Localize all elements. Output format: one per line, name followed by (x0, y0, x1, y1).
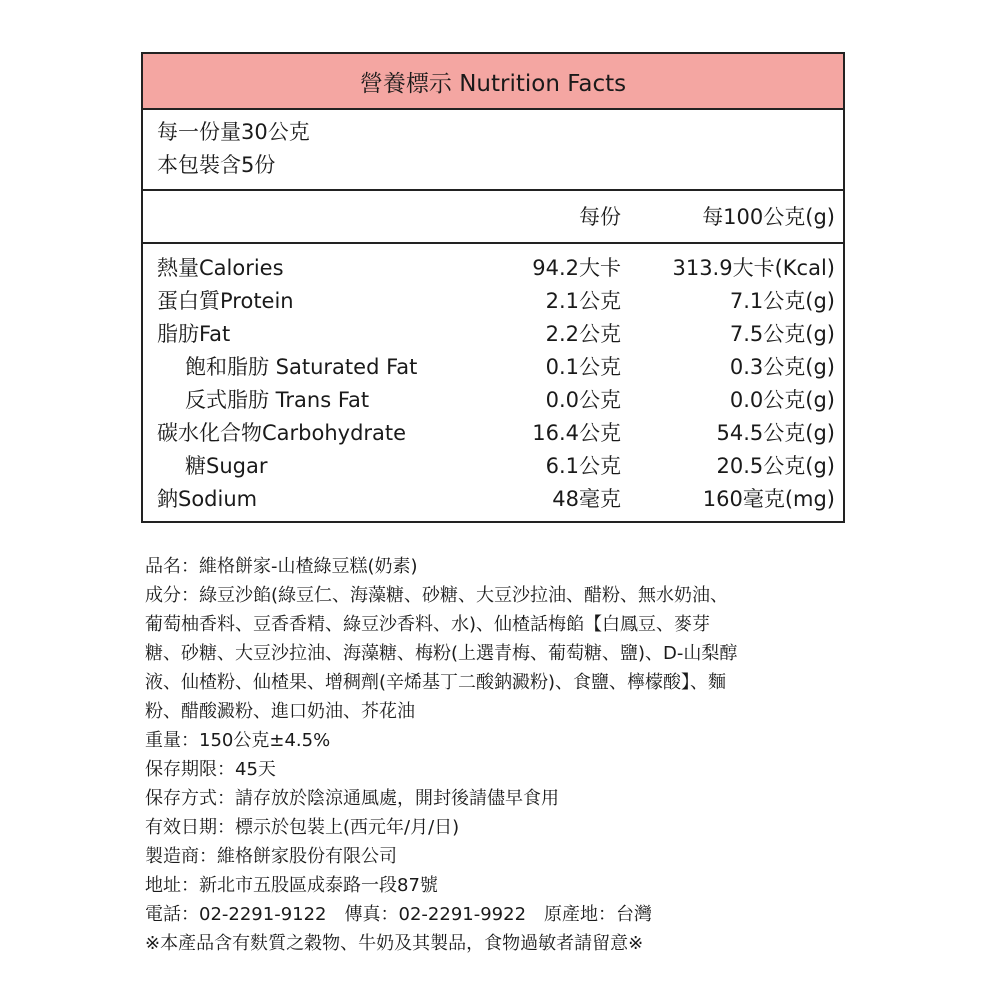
nutrient-row-fat (143, 318, 843, 351)
product-name-line: 品名：維格餅家-山楂綠豆糕(奶素) (145, 556, 418, 577)
nutrient-per-serving: 94.2大卡 (532, 256, 621, 280)
divider (143, 189, 843, 191)
ingredients-line: 糖、砂糖、大豆沙拉油、海藻糖、梅粉(上選青梅、葡萄糖、鹽)、D-山梨醇 (145, 643, 738, 664)
nutrient-per-serving: 0.1公克 (545, 355, 621, 379)
weight-line: 重量：150公克±4.5% (145, 730, 331, 751)
nutrient-per-serving: 48毫克 (552, 487, 621, 511)
nutrient-per-100g: 160毫克(mg) (702, 487, 835, 511)
nutrient-per-100g: 20.5公克(g) (716, 454, 835, 478)
nutrient-per-serving: 0.0公克 (545, 388, 621, 412)
shelf-life-line: 保存期限：45天 (145, 759, 276, 780)
ingredients-line: 成分：綠豆沙餡(綠豆仁、海藻糖、砂糖、大豆沙拉油、醋粉、無水奶油、 (145, 585, 729, 606)
nutrient-table (143, 252, 843, 516)
column-header-per-100g: 每100公克(g) (702, 205, 835, 229)
serving-info (157, 116, 310, 182)
divider (143, 242, 843, 244)
storage-line: 保存方式：請存放於陰涼通風處，開封後請儘早食用 (145, 788, 559, 809)
manufacturer-line: 製造商：維格餅家股份有限公司 (145, 846, 397, 867)
ingredients-line: 粉、醋酸澱粉、進口奶油、芥花油 (145, 701, 415, 722)
nutrient-name: 飽和脂肪 Saturated Fat (185, 355, 418, 379)
nutrient-name: 反式脂肪 Trans Fat (185, 388, 370, 412)
nutrient-per-100g: 54.5公克(g) (716, 421, 835, 445)
nutrient-row-protein (143, 285, 843, 318)
product-info (145, 552, 845, 958)
nutrient-per-serving: 2.2公克 (545, 322, 621, 346)
nutrient-name: 糖Sugar (185, 454, 268, 478)
nutrient-name: 熱量Calories (157, 256, 284, 280)
nutrient-per-serving: 2.1公克 (545, 289, 621, 313)
ingredients-line: 葡萄柚香料、豆香香精、綠豆沙香料、水)、仙楂話梅餡【白鳳豆、麥芽 (145, 614, 711, 635)
nutrient-per-100g: 313.9大卡(Kcal) (672, 256, 835, 280)
column-header-per-serving: 每份 (579, 205, 621, 229)
nutrient-row-sugar (143, 450, 843, 483)
ingredients-line: 液、仙楂粉、仙楂果、增稠劑(辛烯基丁二酸鈉澱粉)、食鹽、檸檬酸】、麵 (145, 672, 727, 693)
nutrient-per-serving: 6.1公克 (545, 454, 621, 478)
nutrition-label (141, 52, 845, 523)
serving-size: 每一份量30公克 (157, 120, 310, 144)
nutrient-row-carbohydrate (143, 417, 843, 450)
nutrient-row-sodium (143, 483, 843, 516)
nutrient-per-100g: 0.0公克(g) (729, 388, 835, 412)
nutrition-label-title: 營養標示 Nutrition Facts (143, 54, 843, 110)
address-line: 地址：新北市五股區成泰路一段87號 (145, 875, 438, 896)
nutrient-row-saturated-fat (143, 351, 843, 384)
allergen-warning: ※本產品含有麩質之穀物、牛奶及其製品，食物過敏者請留意※ (145, 933, 644, 954)
nutrient-per-100g: 7.5公克(g) (729, 322, 835, 346)
nutrient-per-serving: 16.4公克 (532, 421, 621, 445)
nutrient-name: 鈉Sodium (157, 487, 258, 511)
nutrient-name: 脂肪Fat (157, 322, 231, 346)
nutrient-per-100g: 0.3公克(g) (729, 355, 835, 379)
nutrient-per-100g: 7.1公克(g) (729, 289, 835, 313)
nutrient-name: 碳水化合物Carbohydrate (157, 421, 407, 445)
nutrient-name: 蛋白質Protein (157, 289, 294, 313)
nutrient-row-trans-fat (143, 384, 843, 417)
servings-per-package: 本包裝含5份 (157, 153, 276, 177)
nutrient-row-calories (143, 252, 843, 285)
expiry-line: 有效日期：標示於包裝上(西元年/月/日) (145, 817, 460, 838)
contact-line: 電話：02-2291-9122 傳真：02-2291-9922 原產地：台灣 (145, 904, 653, 925)
